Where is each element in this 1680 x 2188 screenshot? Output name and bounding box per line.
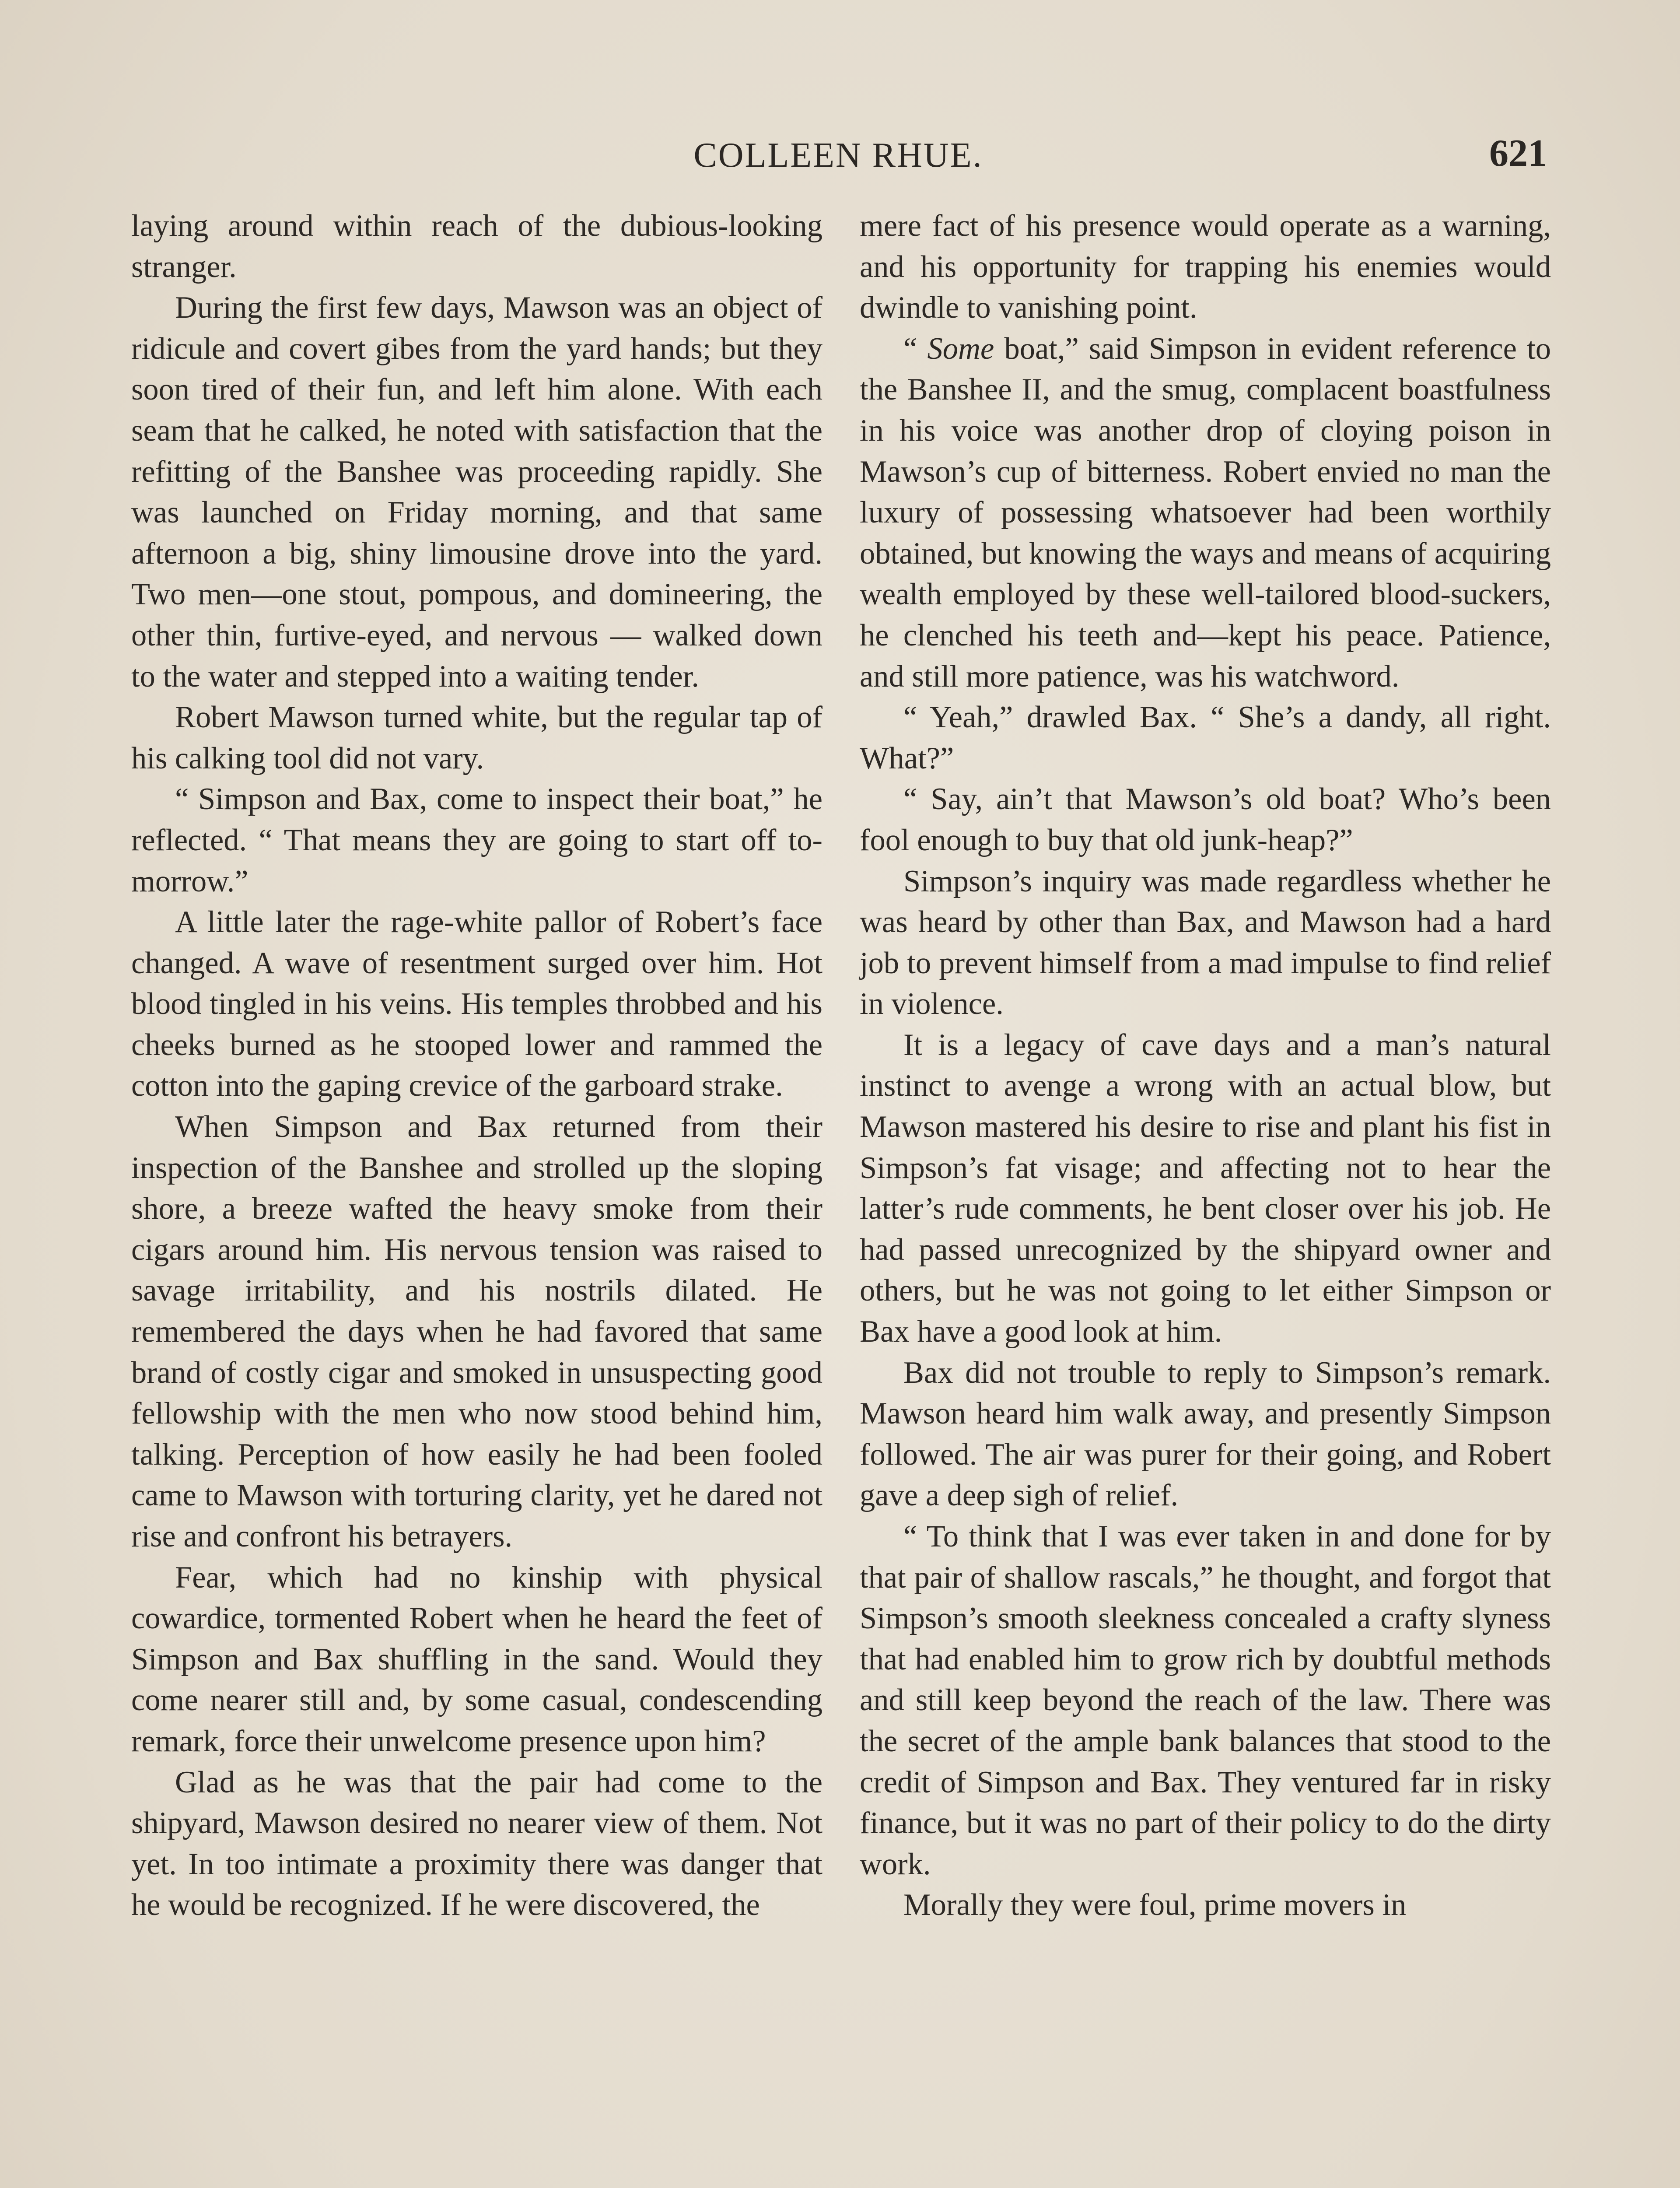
paragraph: Glad as he was that the pair had come to the shipyard, Mawson desired no nearer view of them. Not yet. In too intimate a proximity there was danger that he would be recognized. If he were discovered, the xyxy=(131,1765,822,1922)
paragraph: Fear, which had no kinship with physical cowardice, tormented Robert when he heard the feet of Simpson and Bax shuffling in the sand. Would they come nearer still and, by some casual, condescending remark, force their unwelcome presence upon him? xyxy=(131,1560,822,1758)
open-quote: “ xyxy=(903,331,928,366)
paragraph: When Simpson and Bax returned from their inspection of the Banshee and strolled up the sloping shore, a breeze wafted the heavy smoke from their cigars around him. His nervous tension was raised to savage irritability, and his nostrils dilated. He remembered the days when he had favored that same brand of costly cigar and smoked in unsuspecting good fellowship with the men who now stood behind him, talking. Perception of how easily he had been fooled came to Mawson with torturing clarity, yet he dared not rise and confront his betrayers. xyxy=(131,1110,822,1553)
right-text-column xyxy=(860,206,1551,1926)
paragraph: It is a legacy of cave days and a man’s natural instinct to avenge a wrong with an actual blow, but Mawson mastered his desire to rise and plant his fist in Simpson’s fat visage; and affecting not to hear the latter’s rude comments, he bent closer over his job. He had passed unrecognized by the shipyard owner and others, but he was not going to let either Simpson or Bax have a good look at him. xyxy=(860,1027,1551,1349)
paragraph: laying around within reach of the dubious-looking stranger. xyxy=(131,209,822,284)
paragraph: During the first few days, Mawson was an object of ridicule and covert gibes from the yard hands; but they soon tired of their fun, and left him alone. With each seam that he calked, he noted with satisfaction that the refitting of the Banshee was proceeding rapidly. She was launched on Friday morning, and that same afternoon a big, shiny limousine drove into the yard. Two men—one stout, pompous, and domineering, the other thin, furtive-eyed, and nervous — walked down to the water and stepped into a waiting tender. xyxy=(131,291,822,694)
paragraph: mere fact of his presence would operate as a warning, and his opportunity for trapping his enemies would dwindle to vanishing point. xyxy=(860,209,1551,325)
paragraph-some-boat xyxy=(860,329,1551,697)
paragraph: Morally they were foul, prime movers in xyxy=(903,1888,1407,1922)
paragraph: “ Say, ain’t that Mawson’s old boat? Who’s been fool enough to buy that old junk-heap?” xyxy=(860,782,1551,857)
italic-word: Some xyxy=(927,331,994,366)
paragraph: “ Simpson and Bax, come to inspect their boat,” he reflected. “ That means they are going to start off to-morrow.” xyxy=(131,782,822,898)
paragraph: “ To think that I was ever taken in and done for by that pair of shallow rascals,” he thought, and forgot that Simpson’s smooth sleekness concealed a crafty slyness that had enabled him to grow rich by doubtful methods and still keep beyond the reach of the law. There was the secret of the ample bank balances that stood to the credit of Simpson and Bax. They ventured far in risky finance, but it was no part of their policy to do the dirty work. xyxy=(860,1519,1551,1881)
left-text-column xyxy=(131,206,822,1926)
paragraph: “ Yeah,” drawled Bax. “ She’s a dandy, all right. What?” xyxy=(860,700,1551,775)
page-header xyxy=(130,127,1547,197)
paragraph: Simpson’s inquiry was made regardless whether he was heard by other than Bax, and Mawson had a hard job to prevent himself from a mad impulse to find relief in violence. xyxy=(860,864,1551,1021)
page-number: 621 xyxy=(1489,132,1547,175)
running-title: COLLEEN RHUE. xyxy=(693,136,983,175)
paragraph: Robert Mawson turned white, but the regular tap of his calking tool did not vary. xyxy=(131,700,822,775)
paragraph: Bax did not trouble to reply to Simpson’s remark. Mawson heard him walk away, and presently Simpson followed. The air was purer for their going, and Robert gave a deep sigh of relief. xyxy=(860,1355,1551,1513)
paragraph-text: boat,” said Simpson in evident reference to the Banshee II, and the smug, complacent boastfulness in his voice was another drop of cloying poison in Mawson’s cup of bitterness. Robert envied no man the luxury of possessing whatsoever had been worthily obtained, but knowing the ways and means of acquiring wealth employed by these well-tailored blood-suckers, he clenched his teeth and—kept his peace. Patience, and still more patience, was his watchword. xyxy=(860,331,1551,694)
paragraph: A little later the rage-white pallor of Robert’s face changed. A wave of resentment surged over him. Hot blood tingled in his veins. His temples throbbed and his cheeks burned as he stooped lower and rammed the cotton into the gaping crevice of the garboard strake. xyxy=(131,905,822,1103)
